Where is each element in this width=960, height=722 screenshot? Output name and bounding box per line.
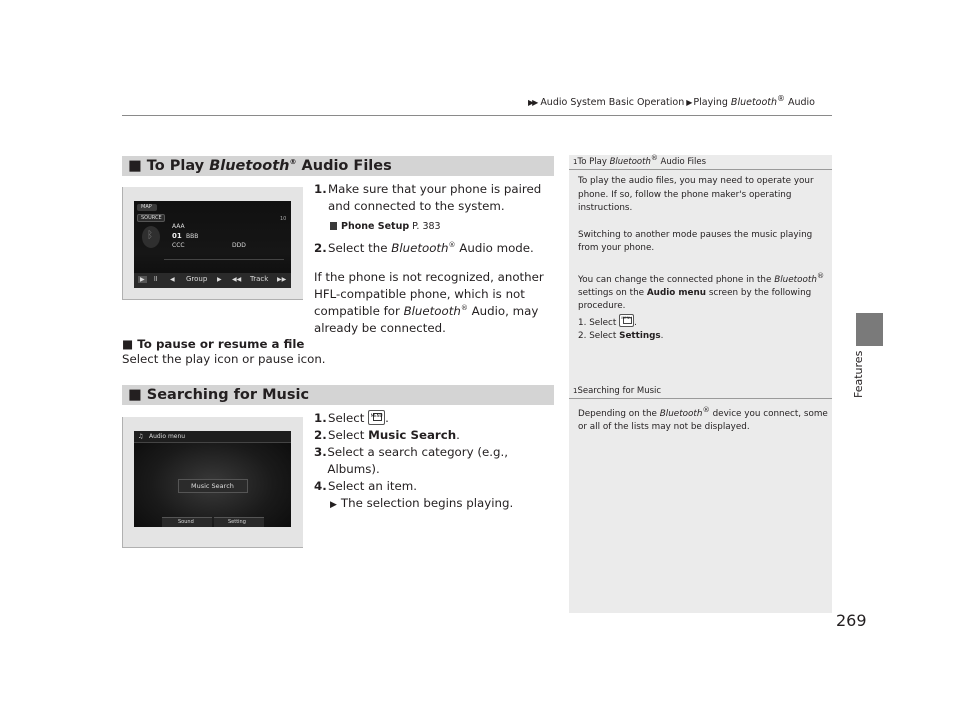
xref-phone-setup[interactable]: Phone Setup P. 383 (330, 218, 554, 235)
breadcrumb-arrow-icon: ▶▶ (528, 98, 537, 108)
step-list-search (314, 410, 554, 514)
chapter-tab-marker (856, 313, 883, 346)
note-paragraph: To play the audio files, you may need to operate your phone. If so, follow the phone maker's operating instructions. (578, 176, 814, 213)
sub-heading-pause-resume: ■ To pause or resume a file (122, 337, 305, 351)
breadcrumb (528, 94, 815, 108)
breadcrumb-arrow-icon: ▶ (686, 98, 691, 108)
search-step-1: 1. Select MENU . (314, 410, 554, 427)
search-step-2: 2. Select Music Search. (314, 428, 460, 442)
music-search-button[interactable]: Music Search (178, 479, 248, 493)
group-label: Group (186, 275, 208, 283)
audio-menu-title-bar (134, 431, 291, 443)
track-prev-icon[interactable]: ◀◀ (232, 276, 242, 283)
artist-text: AAA (172, 223, 185, 230)
note-paragraph: Depending on the Bluetooth® device you connect, some or all of the lists may not be displayed. (578, 405, 828, 433)
step-2: 2. Select the Bluetooth® Audio mode. (314, 241, 534, 255)
genre-text: DDD (232, 242, 246, 249)
track-counter: 10 (280, 216, 287, 222)
note-paragraph: Switching to another mode pauses the music playing from your phone. (578, 229, 813, 253)
pause-icon[interactable]: ll (154, 276, 158, 283)
note-step-2: 2. Select Settings. (578, 331, 664, 342)
progress-bar (164, 259, 284, 260)
note-body-play-bluetooth (578, 175, 828, 344)
breadcrumb-item-audio-basic[interactable]: Audio System Basic Operation (540, 97, 685, 109)
note-step-1: 1. Select MENU . (578, 314, 828, 331)
search-step-3: 3. Select a search category (e.g., Albums). (314, 445, 508, 476)
note-paragraph: You can change the connected phone in the Bluetooth® settings on the Audio menu screen by the following procedure. (578, 270, 825, 312)
paragraph-not-recognized: If the phone is not recognized, another HFL-compatible phone, which is not compatible for Bluetooth® Audio, may already be connected. (314, 270, 544, 335)
chapter-label: Features (852, 350, 865, 398)
note-heading-play-bluetooth: $^1$To Play Bluetooth® Audio Files (569, 156, 832, 170)
breadcrumb-item-playing-bt[interactable]: Playing Bluetooth® Audio (693, 94, 815, 109)
bluetooth-icon: ᛒ (142, 226, 160, 248)
audio-menu-screen (134, 431, 291, 527)
track-next-icon[interactable]: ▶▶ (277, 276, 287, 283)
group-next-icon[interactable]: ▶ (217, 276, 222, 283)
audio-menu-title: Audio menu (149, 433, 186, 440)
step-list-play (314, 181, 554, 337)
result-arrow-icon: ▶ (330, 500, 337, 510)
note-heading-search: $^1$Searching for Music (569, 385, 832, 399)
sound-tab[interactable]: Sound (162, 517, 212, 527)
album-text: CCC (172, 242, 185, 249)
track-number: 01 (172, 232, 182, 240)
pause-resume-text: Select the play icon or pause icon. (122, 352, 326, 366)
section-heading-play-bluetooth: ■ To Play Bluetooth® Audio Files (122, 156, 554, 176)
note-body-search (578, 403, 828, 448)
menu-button-icon (619, 314, 634, 327)
section-heading-search: ■ Searching for Music (122, 385, 554, 405)
bluetooth-audio-screen (134, 201, 291, 288)
track-label: Track (250, 275, 269, 283)
control-bar (134, 273, 291, 288)
play-icon[interactable]: ▶ (140, 276, 145, 283)
search-result: ▶ The selection begins playing. (330, 496, 514, 510)
map-button[interactable]: MAP (137, 204, 157, 211)
track-title: BBB (186, 233, 199, 240)
menu-button-icon (368, 410, 385, 425)
setting-tab[interactable]: Setting (214, 517, 264, 527)
group-prev-icon[interactable]: ◀ (170, 276, 175, 283)
header-divider (122, 115, 832, 116)
music-note-icon: ♫ (138, 433, 144, 440)
source-button[interactable]: SOURCE (137, 214, 165, 222)
page-number: 269 (836, 611, 867, 630)
search-step-4: 4. Select an item. (314, 479, 418, 493)
xref-arrow-icon (330, 222, 337, 230)
step-1: 1. Make sure that your phone is paired and connected to the system. (314, 182, 542, 213)
